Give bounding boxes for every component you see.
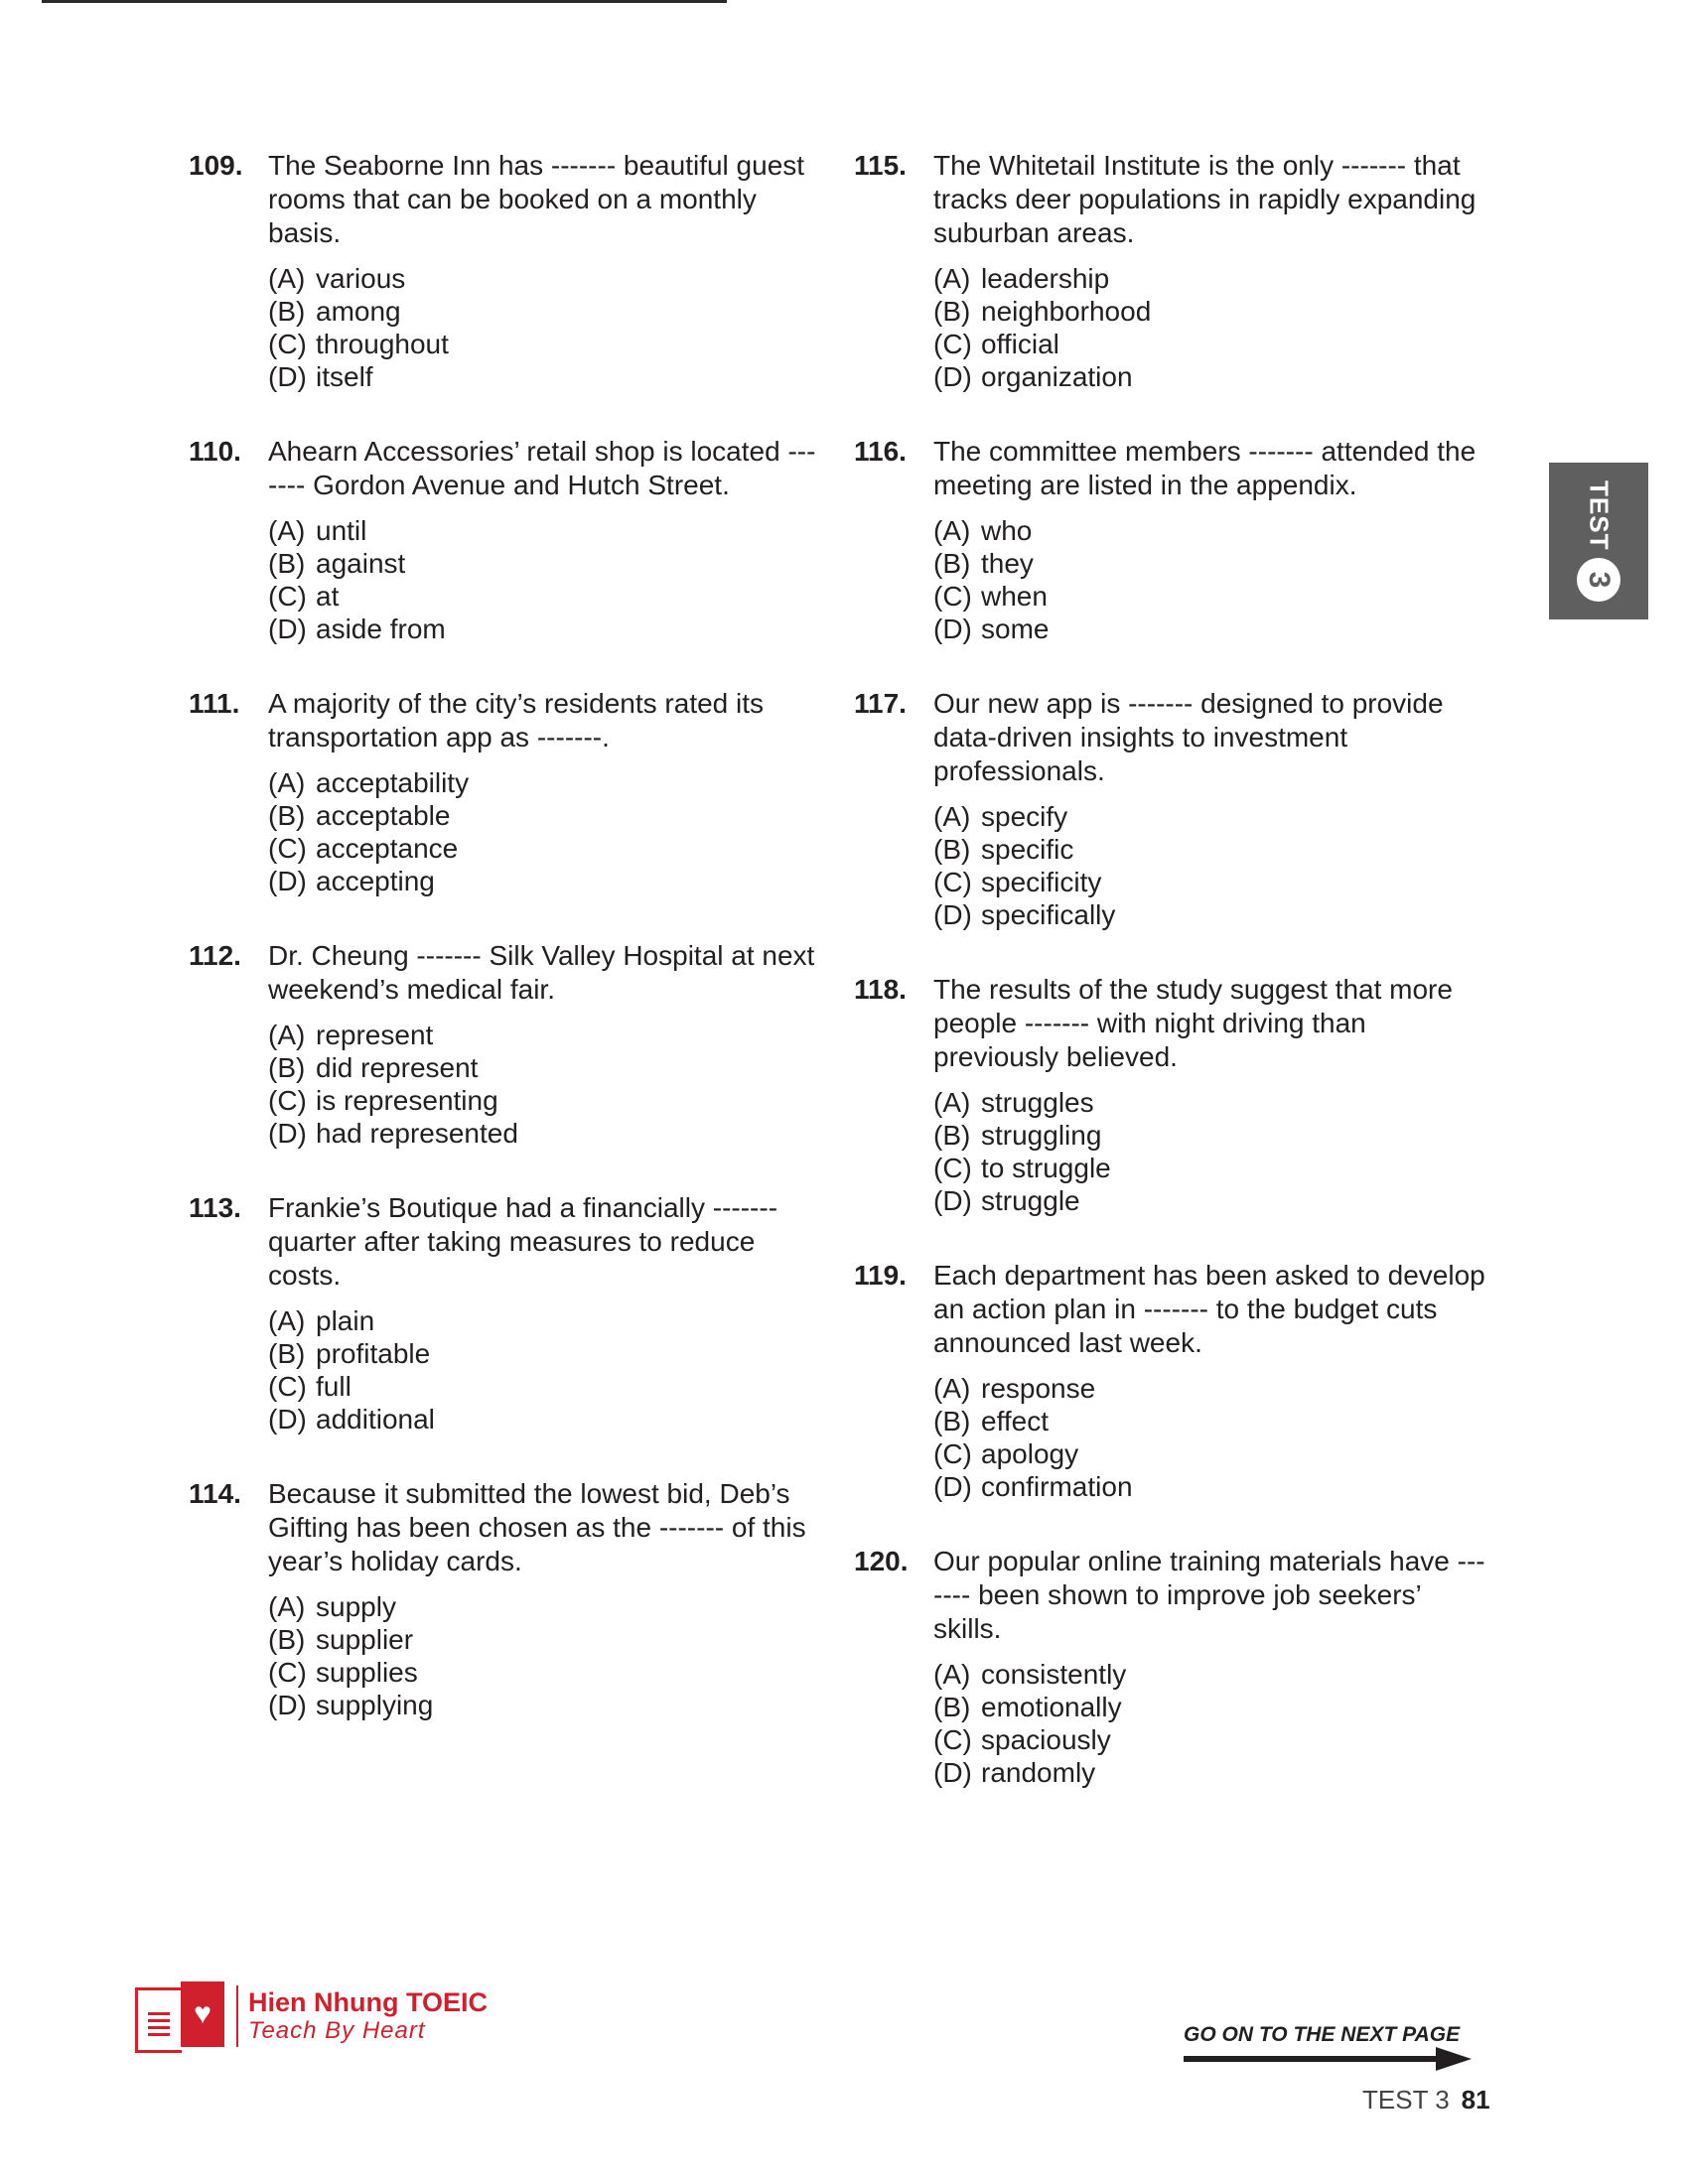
brand-divider xyxy=(236,1985,238,2047)
question-number: 120. xyxy=(854,1546,909,1576)
answer-option xyxy=(933,1723,1489,1756)
option-letter: (D) xyxy=(933,361,972,392)
option-letter: (A) xyxy=(933,1373,971,1404)
answer-option xyxy=(933,1756,1489,1789)
option-text: did represent xyxy=(316,1052,479,1083)
answer-option xyxy=(268,262,824,295)
option-letter: (D) xyxy=(268,361,307,392)
question-text: Frankie’s Boutique had a financially ------- quarter after taking measures to reduce costs. xyxy=(268,1192,778,1291)
option-letter: (A) xyxy=(268,1020,306,1050)
footer-test-label: TEST 3 xyxy=(1362,2085,1450,2115)
option-text: to struggle xyxy=(981,1153,1111,1183)
answer-options xyxy=(268,1304,824,1435)
answer-option xyxy=(268,295,824,328)
question-item xyxy=(854,149,1489,393)
next-page-notice xyxy=(1184,2023,1481,2067)
option-letter: (A) xyxy=(933,801,971,832)
option-text: various xyxy=(316,263,406,294)
option-letter: (B) xyxy=(933,1120,971,1151)
option-letter: (D) xyxy=(268,614,307,644)
option-text: profitable xyxy=(316,1338,431,1369)
option-text: plain xyxy=(316,1305,375,1336)
top-rule xyxy=(42,0,727,3)
question-text: Each department has been asked to develop an action plan in ------- to the budget cuts announced last week. xyxy=(933,1260,1485,1358)
option-text: specific xyxy=(981,834,1074,865)
option-letter: (C) xyxy=(268,1085,307,1116)
answer-option xyxy=(268,1337,824,1370)
option-text: acceptability xyxy=(316,767,470,798)
option-text: who xyxy=(981,515,1033,546)
option-text: supply xyxy=(316,1591,396,1622)
question-text: The results of the study suggest that more people ------- with night driving than previously believed. xyxy=(933,974,1453,1072)
option-text: neighborhood xyxy=(981,296,1152,327)
question-text: A majority of the city’s residents rated its transportation app as -------. xyxy=(268,688,765,752)
answer-option xyxy=(933,328,1489,360)
option-letter: (D) xyxy=(268,1118,307,1149)
option-letter: (B) xyxy=(268,1338,306,1369)
questions-right-column xyxy=(854,149,1489,1831)
questions-left-column xyxy=(189,149,824,1763)
answer-option xyxy=(933,833,1489,866)
answer-options xyxy=(933,1086,1489,1217)
option-text: struggling xyxy=(981,1120,1102,1151)
option-text: effect xyxy=(981,1406,1049,1436)
answer-option xyxy=(268,547,824,580)
answer-option xyxy=(933,613,1489,645)
option-letter: (C) xyxy=(933,867,972,897)
option-letter: (B) xyxy=(933,1692,971,1722)
option-letter: (A) xyxy=(268,1305,306,1336)
option-text: they xyxy=(981,548,1034,579)
question-number: 113. xyxy=(189,1192,241,1223)
page-number: 81 xyxy=(1461,2085,1490,2115)
option-letter: (B) xyxy=(268,1052,306,1083)
option-letter: (A) xyxy=(933,263,971,294)
option-letter: (B) xyxy=(933,296,971,327)
question-item xyxy=(189,1191,824,1435)
option-text: official xyxy=(981,329,1059,359)
answer-option xyxy=(933,800,1489,833)
right-arrow-icon xyxy=(1184,2051,1481,2067)
answer-option xyxy=(933,1086,1489,1119)
option-letter: (D) xyxy=(268,866,307,896)
answer-option xyxy=(933,514,1489,547)
answer-option xyxy=(933,898,1489,931)
question-text: The committee members ------- attended the meeting are listed in the appendix. xyxy=(933,436,1477,500)
option-letter: (C) xyxy=(933,1438,972,1469)
question-item xyxy=(854,1259,1489,1503)
answer-option xyxy=(933,262,1489,295)
option-text: at xyxy=(316,581,340,612)
option-letter: (B) xyxy=(268,800,306,831)
option-text: some xyxy=(981,614,1050,644)
answer-option xyxy=(933,547,1489,580)
question-item xyxy=(854,435,1489,645)
answer-options xyxy=(933,1372,1489,1503)
option-letter: (D) xyxy=(268,1404,307,1434)
question-number: 112. xyxy=(189,940,241,971)
option-text: apology xyxy=(981,1438,1079,1469)
question-text: Dr. Cheung ------- Silk Valley Hospital at next weekend’s medical fair. xyxy=(268,940,815,1005)
option-text: specificity xyxy=(981,867,1102,897)
question-text: The Seaborne Inn has ------- beautiful guest rooms that can be booked on a monthly basis. xyxy=(268,150,805,248)
option-text: organization xyxy=(981,361,1133,392)
side-tab-number: 3 xyxy=(1577,558,1620,602)
question-number: 117. xyxy=(854,688,907,719)
answer-option xyxy=(933,1119,1489,1152)
option-text: acceptance xyxy=(316,833,459,864)
option-text: additional xyxy=(316,1404,435,1434)
option-text: confirmation xyxy=(981,1471,1133,1502)
option-letter: (C) xyxy=(268,329,307,359)
answer-option xyxy=(933,295,1489,328)
option-letter: (A) xyxy=(268,767,306,798)
side-tab-label: TEST xyxy=(1584,479,1615,551)
option-text: among xyxy=(316,296,401,327)
answer-options xyxy=(268,1590,824,1721)
answer-option xyxy=(933,1470,1489,1503)
question-number: 111. xyxy=(189,688,240,719)
answer-option xyxy=(268,1117,824,1150)
answer-options xyxy=(268,514,824,645)
answer-options xyxy=(933,800,1489,931)
option-text: emotionally xyxy=(981,1692,1122,1722)
option-letter: (B) xyxy=(268,548,306,579)
question-item xyxy=(189,435,824,645)
answer-option xyxy=(268,1051,824,1084)
answer-option xyxy=(268,1656,824,1689)
option-text: randomly xyxy=(981,1757,1096,1788)
option-letter: (C) xyxy=(268,1371,307,1402)
question-item xyxy=(189,1477,824,1721)
option-text: specifically xyxy=(981,899,1116,930)
answer-option xyxy=(268,1689,824,1721)
answer-option xyxy=(933,1658,1489,1691)
book-heart-icon: ♥ xyxy=(135,1981,224,2051)
option-text: aside from xyxy=(316,614,446,644)
option-letter: (C) xyxy=(933,329,972,359)
question-text: Our popular online training materials have ------- been shown to improve job seekers’ skills. xyxy=(933,1546,1485,1644)
test-side-tab xyxy=(1549,463,1648,619)
option-letter: (A) xyxy=(268,263,306,294)
option-letter: (A) xyxy=(268,1591,306,1622)
option-text: response xyxy=(981,1373,1096,1404)
option-letter: (C) xyxy=(933,1153,972,1183)
option-text: represent xyxy=(316,1020,434,1050)
answer-option xyxy=(268,360,824,393)
answer-option xyxy=(268,514,824,547)
option-text: supplier xyxy=(316,1624,414,1655)
option-text: is representing xyxy=(316,1085,498,1116)
option-letter: (B) xyxy=(933,1406,971,1436)
question-number: 110. xyxy=(189,436,241,467)
option-letter: (A) xyxy=(933,1659,971,1690)
option-letter: (D) xyxy=(933,1185,972,1216)
answer-options xyxy=(933,262,1489,393)
answer-option xyxy=(268,1370,824,1403)
option-letter: (C) xyxy=(933,581,972,612)
option-letter: (D) xyxy=(933,1757,972,1788)
question-text: The Whitetail Institute is the only ------- that tracks deer populations in rapidly expanding suburban areas. xyxy=(933,150,1477,248)
option-text: consistently xyxy=(981,1659,1127,1690)
question-text: Because it submitted the lowest bid, Deb’s Gifting has been chosen as the ------- of this year’s holiday cards. xyxy=(268,1478,806,1576)
option-text: supplies xyxy=(316,1657,418,1688)
answer-option xyxy=(268,1623,824,1656)
option-text: struggles xyxy=(981,1087,1094,1118)
option-text: acceptable xyxy=(316,800,451,831)
question-text: Ahearn Accessories’ retail shop is located ------- Gordon Avenue and Hutch Street. xyxy=(268,436,816,500)
brand-logo xyxy=(135,1981,488,2051)
answer-option xyxy=(933,1405,1489,1437)
question-number: 115. xyxy=(854,150,907,181)
option-text: supplying xyxy=(316,1690,434,1720)
answer-option xyxy=(933,1437,1489,1470)
option-text: throughout xyxy=(316,329,449,359)
option-letter: (B) xyxy=(268,296,306,327)
option-text: spaciously xyxy=(981,1724,1111,1755)
option-letter: (A) xyxy=(933,1087,971,1118)
option-letter: (D) xyxy=(933,899,972,930)
option-letter: (C) xyxy=(268,1657,307,1688)
answer-options xyxy=(268,1019,824,1150)
answer-options xyxy=(933,514,1489,645)
answer-option xyxy=(268,766,824,799)
question-number: 116. xyxy=(854,436,907,467)
answer-option xyxy=(268,580,824,613)
question-item xyxy=(854,1545,1489,1789)
option-letter: (C) xyxy=(933,1724,972,1755)
option-letter: (D) xyxy=(933,1471,972,1502)
answer-option xyxy=(933,360,1489,393)
answer-option xyxy=(933,1372,1489,1405)
answer-options xyxy=(268,262,824,393)
option-text: leadership xyxy=(981,263,1110,294)
option-text: had represented xyxy=(316,1118,518,1149)
option-text: itself xyxy=(316,361,373,392)
answer-option xyxy=(268,799,824,832)
question-text: Our new app is ------- designed to provide data-driven insights to investment professionals. xyxy=(933,688,1444,786)
answer-option xyxy=(268,1403,824,1435)
answer-option xyxy=(268,1590,824,1623)
answer-option xyxy=(268,1304,824,1337)
page-footer xyxy=(1362,2085,1490,2116)
answer-option xyxy=(933,580,1489,613)
option-letter: (A) xyxy=(268,515,306,546)
answer-option xyxy=(268,1084,824,1117)
answer-option xyxy=(933,866,1489,898)
answer-option xyxy=(268,1019,824,1051)
question-item xyxy=(854,687,1489,931)
question-number: 109. xyxy=(189,150,243,181)
question-number: 119. xyxy=(854,1260,907,1291)
option-text: against xyxy=(316,548,406,579)
option-text: specify xyxy=(981,801,1068,832)
question-item xyxy=(189,149,824,393)
option-letter: (C) xyxy=(268,581,307,612)
option-letter: (D) xyxy=(933,614,972,644)
answer-option xyxy=(933,1184,1489,1217)
next-page-text: GO ON TO THE NEXT PAGE xyxy=(1184,2023,1461,2046)
answer-options xyxy=(268,766,824,897)
answer-option xyxy=(933,1152,1489,1184)
answer-option xyxy=(268,865,824,897)
question-item xyxy=(189,687,824,897)
option-letter: (B) xyxy=(933,834,971,865)
option-text: full xyxy=(316,1371,352,1402)
question-item xyxy=(189,939,824,1150)
answer-option xyxy=(268,328,824,360)
option-text: struggle xyxy=(981,1185,1080,1216)
answer-option xyxy=(268,832,824,865)
answer-options xyxy=(933,1658,1489,1789)
answer-option xyxy=(933,1691,1489,1723)
option-letter: (B) xyxy=(268,1624,306,1655)
option-text: accepting xyxy=(316,866,435,896)
option-text: when xyxy=(981,581,1048,612)
option-letter: (B) xyxy=(933,548,971,579)
question-number: 118. xyxy=(854,974,907,1005)
answer-option xyxy=(268,613,824,645)
question-number: 114. xyxy=(189,1478,241,1509)
option-letter: (D) xyxy=(268,1690,307,1720)
question-item xyxy=(854,973,1489,1217)
brand-title: Hien Nhung TOEIC xyxy=(248,1987,488,2017)
option-text: until xyxy=(316,515,367,546)
option-letter: (C) xyxy=(268,833,307,864)
option-letter: (A) xyxy=(933,515,971,546)
brand-subtitle: Teach By Heart xyxy=(248,2017,426,2044)
